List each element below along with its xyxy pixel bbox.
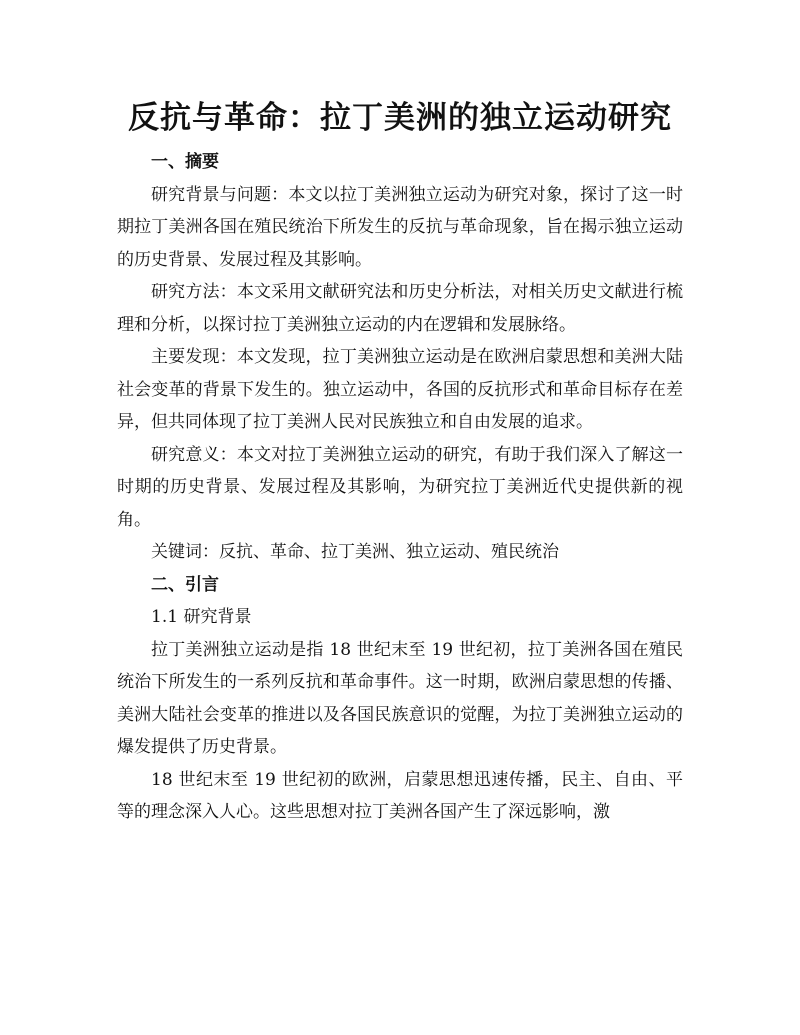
abstract-heading: 一、摘要 — [151, 152, 219, 172]
abstract-method-paragraph: 研究方法：本文采用文献研究法和历史分析法，对相关历史文献进行梳理和分析，以探讨拉丁美洲独立运动的内在逻辑和发展脉络。 — [117, 282, 683, 335]
introduction-heading: 二、引言 — [151, 574, 219, 595]
keywords-line: 关键词：反抗、革命、拉丁美洲、独立运动、殖民统治 — [151, 542, 559, 562]
page-title: 反抗与革命：拉丁美洲的独立运动研究 — [128, 100, 672, 136]
research-background-subheading: 1.1 研究背景 — [151, 607, 252, 627]
introduction-paragraph-2: 18 世纪末至 19 世纪初的欧洲，启蒙思想迅速传播，民主、自由、平等的理念深入人心。这些思想对拉丁美洲各国产生了深远影响，激 — [117, 769, 683, 822]
document-body — [117, 146, 683, 829]
abstract-findings-paragraph: 主要发现：本文发现，拉丁美洲独立运动是在欧洲启蒙思想和美洲大陆社会变革的背景下发生的。独立运动中，各国的反抗形式和革命目标存在差异，但共同体现了拉丁美洲人民对民族独立和自由发展的追求。 — [117, 347, 683, 432]
abstract-significance-paragraph: 研究意义：本文对拉丁美洲独立运动的研究，有助于我们深入了解这一时期的历史背景、发展过程及其影响，为研究拉丁美洲近代史提供新的视角。 — [117, 444, 683, 530]
abstract-background-paragraph: 研究背景与问题：本文以拉丁美洲独立运动为研究对象，探讨了这一时期拉丁美洲各国在殖民统治下所发生的反抗与革命现象，旨在揭示独立运动的历史背景、发展过程及其影响。 — [117, 184, 683, 270]
introduction-paragraph-1: 拉丁美洲独立运动是指 18 世纪末至 19 世纪初，拉丁美洲各国在殖民统治下所发生的一系列反抗和革命事件。这一时期，欧洲启蒙思想的传播、美洲大陆社会变革的推进以及各国民族意识的觉醒，为拉丁美洲独立运动的爆发提供了历史背景。 — [117, 639, 683, 757]
